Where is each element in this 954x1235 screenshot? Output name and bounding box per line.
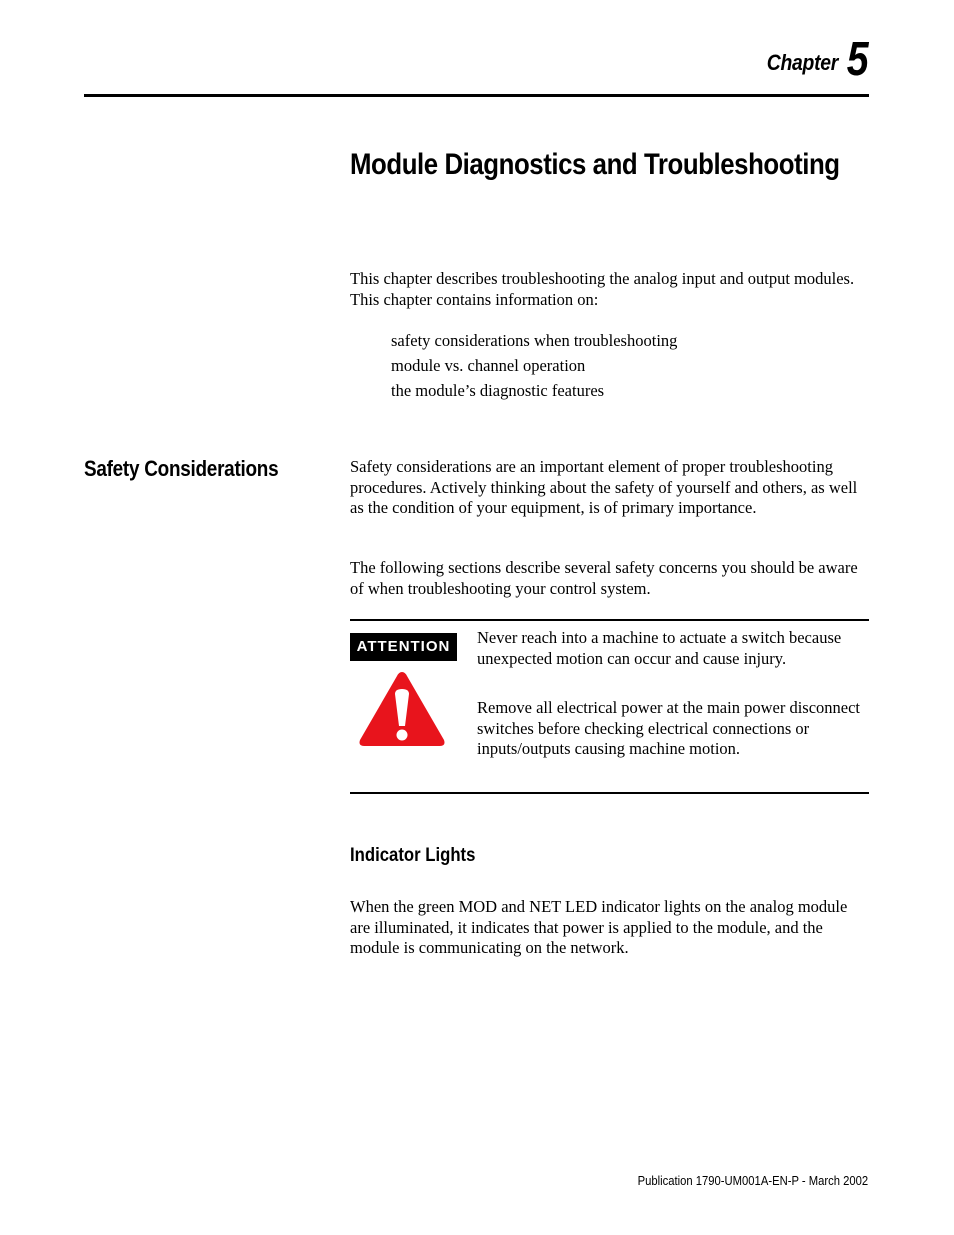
safety-paragraph-1: Safety considerations are an important element of proper troubleshooting procedures. Actively thinking about the safety of yourself and others, as well as the condition of your equipment, is of primary importance. (350, 457, 858, 517)
intro-list (391, 330, 677, 405)
attention-text-1: Never reach into a machine to actuate a switch because unexpected motion can occur and cause injury. (477, 628, 842, 668)
warning-triangle-icon (357, 668, 447, 748)
list-item: module vs. channel operation (391, 356, 586, 375)
indicator-paragraph: When the green MOD and NET LED indicator lights on the analog module are illuminated, it indicates that power is applied to the module, and the module is communicating on the network. (350, 897, 848, 957)
list-item: the module’s diagnostic features (391, 381, 605, 400)
list-item: safety considerations when troubleshooting (391, 331, 678, 350)
chapter-number: 5 (847, 33, 869, 86)
chapter-divider (84, 94, 869, 97)
attention-badge: ATTENTION (350, 633, 457, 661)
safety-paragraph-2: The following sections describe several safety concerns you should be aware of when troubleshooting your control system. (350, 558, 858, 598)
attention-text-2: Remove all electrical power at the main power disconnect switches before checking electrical connections or inputs/outputs causing machine motion. (477, 698, 861, 758)
page-title: Module Diagnostics and Troubleshooting (350, 148, 840, 181)
section-heading-indicator-lights: Indicator Lights (350, 845, 476, 866)
publication-footer: Publication 1790-UM001A-EN-P - March 2002 (637, 1174, 868, 1188)
intro-paragraph: This chapter describes troubleshooting the analog input and output modules. This chapter contains information on: (350, 269, 855, 309)
attention-top-rule (350, 619, 869, 621)
attention-bottom-rule (350, 792, 869, 794)
section-heading-safety: Safety Considerations (84, 456, 279, 481)
chapter-label: Chapter (766, 50, 838, 75)
